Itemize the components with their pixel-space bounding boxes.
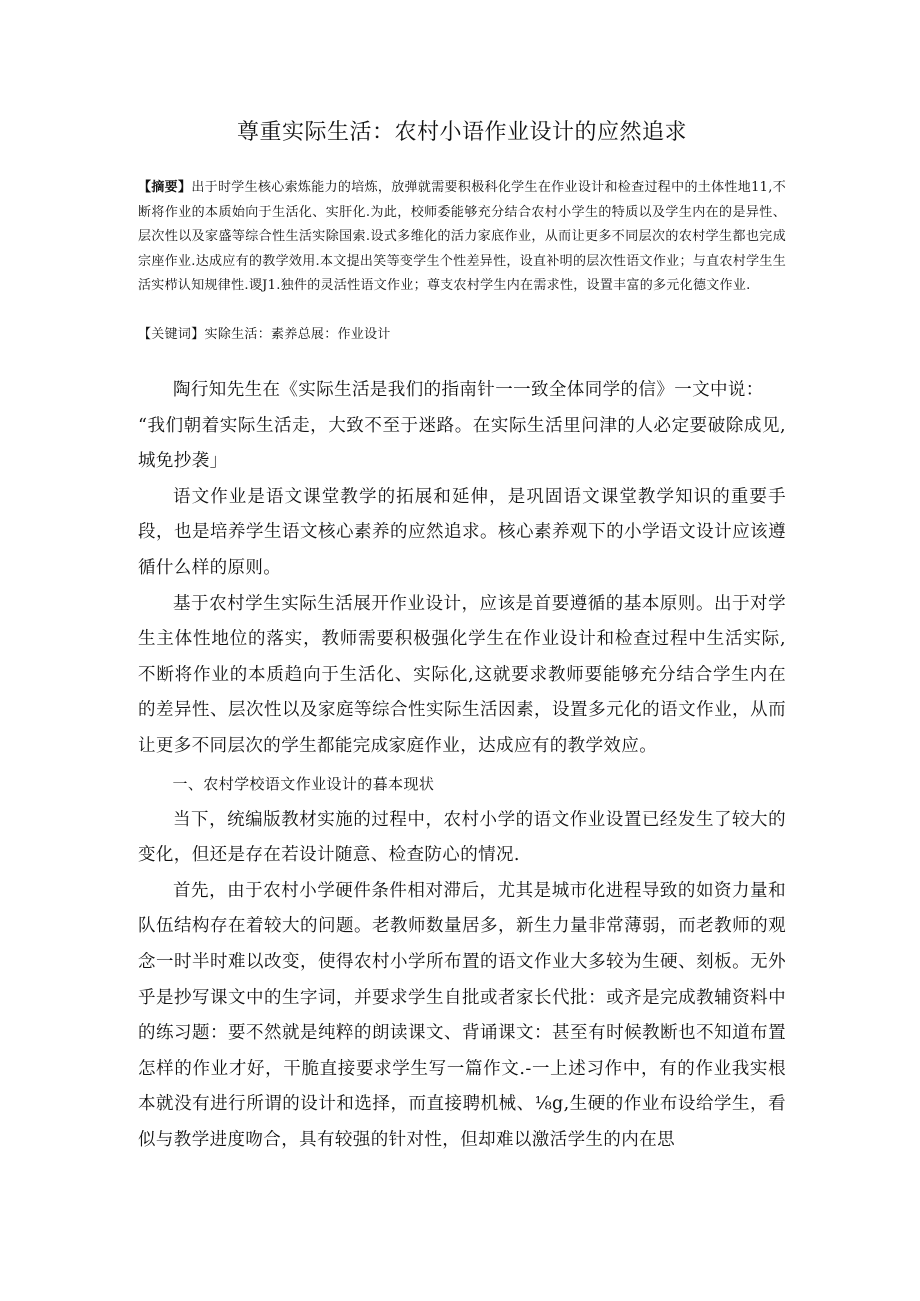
abstract-text: 出于时学生核心索炼能力的培炼，放弹就需要积极科化学生在作业设计和检查过程中的土体性地11,不断将作业的本质始向于生活化、实肝化.为此，校师委能够充分结合农村小学生的特质以及学生内在的是异性、层次性以及家盛等综合性生活实除国索.设式多维化的活力家底作业，从而让更多不同层次的农村学生都也完成宗座作业.达成应有的教学效用.本文提出笑等变学生个性差异性，设直补明的层次性语文作业；与直农村学生生活实栉认知规律性.谡J1.独件的灵活性语文作业；尊支农村学生内在需求性，设置丰富的多元化德文作业. <box>138 180 786 293</box>
paragraph: 基于农村学生实际生活展开作业设计，应该是首要遵循的基本原则。出于对学生主体性地位的落实，教师需要积极强化学生在作业设计和检查过程中生活实际,不断将作业的本质趋向于生活化、实际化,这就要求教师要能够充分结合学生内在的差异性、层次性以及家庭等综合性实际生活因素，设置多元化的语文作业，从而让更多不同层次的学生都能完成家庭作业，达成应有的教学效应。 <box>138 593 786 756</box>
paragraph: 当下，统编版教材实施的过程中，农村小学的语文作业设置已经发生了较大的变化，但还是存在若设计随意、检查防心的情况. <box>138 809 786 866</box>
article-title: 尊重实际生活：农村小语作业设计的应然追求 <box>236 120 687 145</box>
paragraph: 陶行知先生在《实际生活是我们的指南针一一致全体同学的信》一文中说： <box>173 380 764 400</box>
abstract-label: 【摘要】 <box>138 180 192 195</box>
document-page <box>138 0 786 1301</box>
keywords-label: 【关键词】 <box>138 327 205 342</box>
article-body <box>138 373 786 1158</box>
section-heading: 一、农村学校语文作业设计的暮本现状 <box>172 774 435 793</box>
paragraph: 首先，由于农村小学硬件条件相对滞后，尤其是城市化进程导致的如资力量和队伍结构存在着较大的问题。老教师数量居多，新生力量非常薄弱，而老教师的观念一时半时难以改变，使得农村小学所布置的语文作业大多较为生硬、刻板。无外乎是抄写课文中的生字词，并要求学生自批或者家长代批：或齐是完成教辅资料中的练习题：要不然就是纯粹的朗读课文、背诵课文：甚至有时候教断也不知道布置怎样的作业才好，干脆直接要求学生写一篇作文.-一上述习作中，有的作业我实根本就没有进行所谓的设计和选择，而直接聘机械、⅛g,生硬的作业布设给学生，看似与教学进度吻合，具有较强的针对性，但却难以激活学生的内在思 <box>138 880 786 1150</box>
keywords <box>138 323 786 347</box>
keywords-text: 实除生活：素养总展：作业设计 <box>204 327 391 342</box>
paragraph: 语文作业是语文课堂教学的拓展和延伸，是巩固语文课堂教学知识的重要手段，也是培养学生语文核心素养的应然追求。核心素养观下的小学语文设计应该遵循什么样的原则。 <box>138 486 786 578</box>
abstract <box>138 176 786 299</box>
quote-paragraph: “我们朝着实际生活走，大致不至于迷路。在实际生活里问津的人必定要破除成见,城免抄袭」 <box>138 415 786 472</box>
